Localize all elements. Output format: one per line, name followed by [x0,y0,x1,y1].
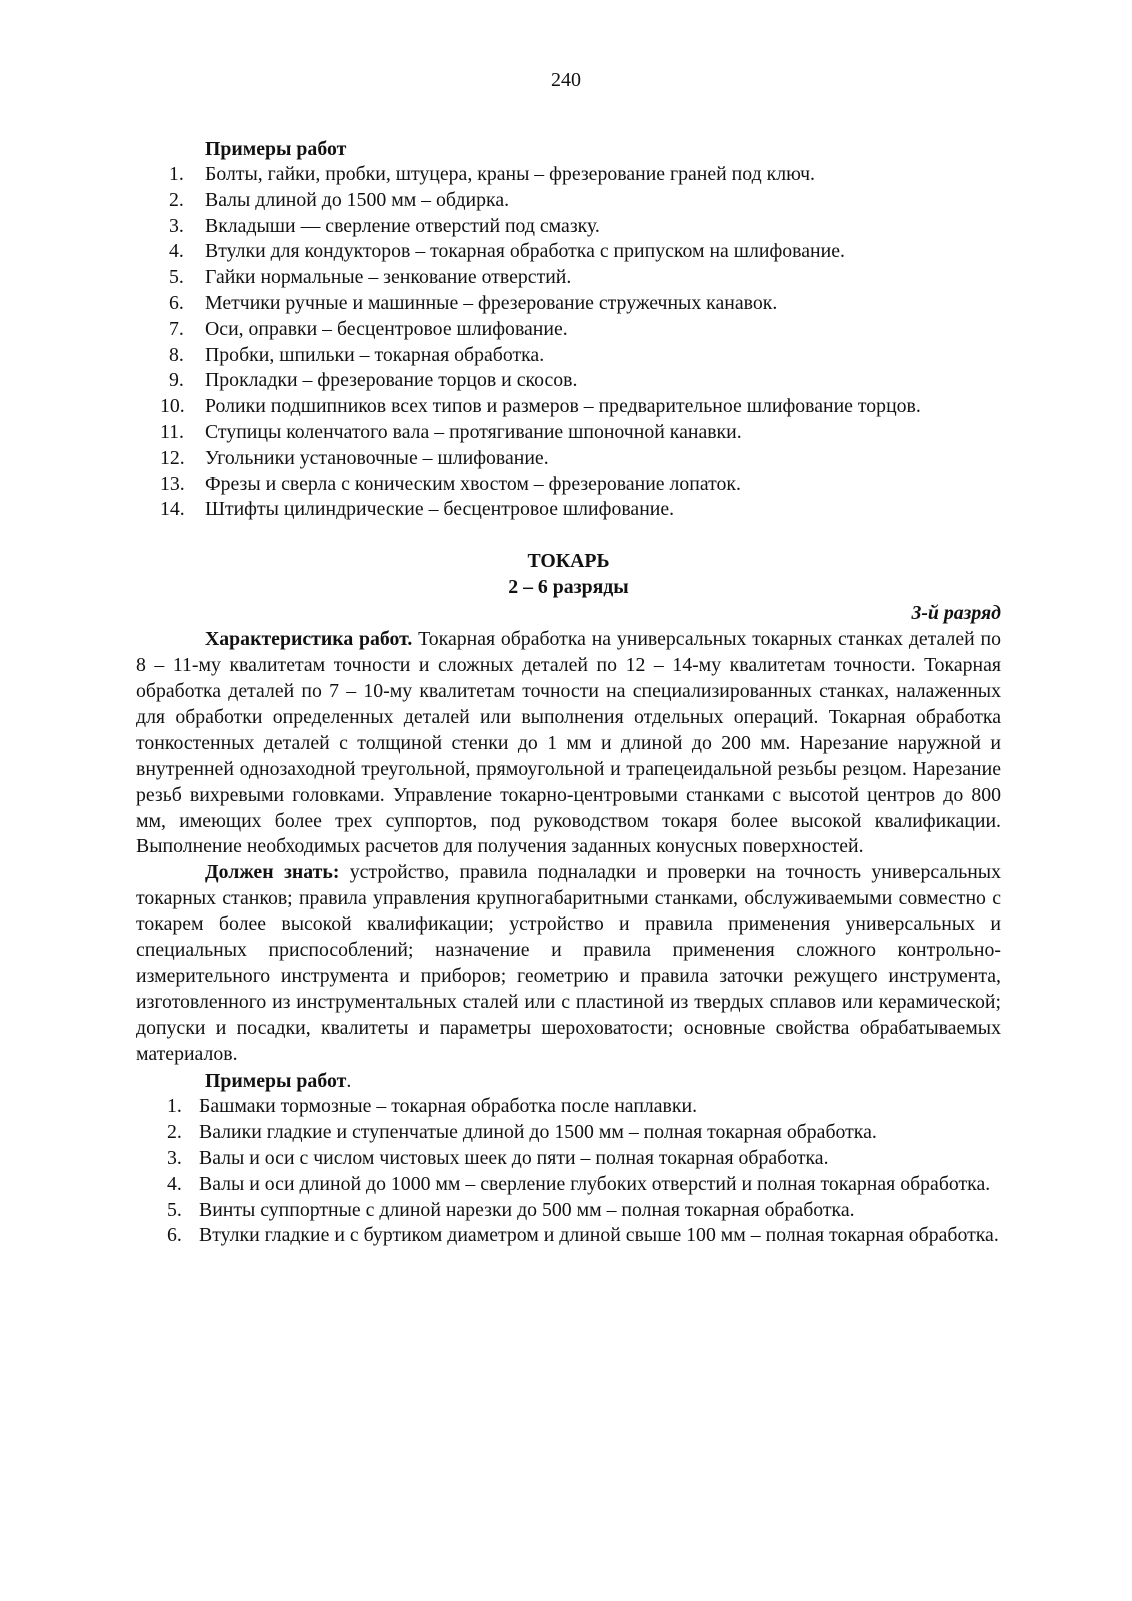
list-item [136,343,1001,369]
list-item [136,446,1001,472]
item-number: 6. [169,291,184,314]
item-number: 5. [167,1198,182,1221]
rank-label: 3-й разряд [911,602,1001,625]
item-text: Прокладки – фрезерование торцов и скосов. [205,369,578,392]
document-body [136,137,1001,1249]
item-number: 9. [169,369,184,392]
item-number: 5. [169,266,184,289]
item-number: 11. [160,420,184,443]
examples2-heading [136,1068,1001,1094]
must-know-paragraph [136,860,1001,1067]
list-item [136,1198,1001,1224]
list-item [136,1172,1001,1198]
item-number: 8. [169,343,184,366]
item-text: Ступицы коленчатого вала – протягивание шпоночной канавки. [205,420,742,443]
examples-heading: Примеры работ [205,138,347,160]
list-item [136,1146,1001,1172]
list-item [136,497,1001,523]
item-text: Штифты цилиндрические – бесцентровое шлифование. [205,498,675,521]
item-text: Болты, гайки, пробки, штуцера, краны – фрезерование граней под ключ. [205,163,816,185]
must-know-text: устройство, правила подналадки и проверки на точность универсальных токарных станков; правила управления крупногабаритными станками, обслуживаемыми совместно с токарем более высокой квалификации; устройство и правила применения универсальных и специальных приспособлений; назначение и правила применения сложного контрольно-измерительного инструмента и приборов; геометрию и правила заточки режущего инструмента, изготовленного из инструментальных сталей или с пластиной из твердых сплавов или керамической; допуски и посадки, квалитеты и параметры шероховатости; основные свойства обрабатываемых материалов. [136,861,1001,1065]
item-number: 13. [160,472,185,495]
item-number: 3. [167,1146,182,1169]
item-text: Втулки гладкие и с буртиком диаметром и длиной свыше 100 мм – полная токарная обработка. [199,1224,999,1247]
item-text: Валики гладкие и ступенчатые длиной до 1500 мм – полная токарная обработка. [199,1120,877,1143]
item-number: 4. [169,240,184,263]
characteristics-label: Характеристика работ. [205,628,413,651]
item-number: 1. [169,163,184,185]
item-text: Оси, оправки – бесцентровое шлифование. [205,317,568,340]
item-text: Угольники установочные – шлифование. [205,446,549,469]
item-text: Винты суппортные с длиной нарезки до 500 мм – полная токарная обработка. [199,1198,855,1221]
profession-ranks: 2 – 6 разряды [508,576,629,599]
list-item [136,1120,1001,1146]
list-item [136,317,1001,343]
profession-title: ТОКАРЬ [527,550,610,573]
item-text: Втулки для кондукторов – токарная обработка с припуском на шлифование. [205,240,845,263]
item-text: Вкладыши — сверление отверстий под смазку. [205,214,600,237]
item-text: Гайки нормальные – зенкование отверстий. [205,266,572,289]
list-item [136,214,1001,240]
item-text: Валы и оси длиной до 1000 мм – сверление глубоких отверстий и полная токарная обработка. [199,1172,991,1195]
item-text: Пробки, шпильки – токарная обработка. [205,343,545,366]
list-item [136,1223,1001,1249]
item-number: 14. [160,498,185,521]
list-item [136,265,1001,291]
list-item [136,420,1001,446]
item-text: Валы длиной до 1500 мм – обдирка. [205,188,510,211]
item-text: Фрезы и сверла с коническим хвостом – фрезерование лопаток. [205,472,741,495]
item-text: Башмаки тормозные – токарная обработка после наплавки. [199,1094,698,1117]
examples2-list [136,1094,1001,1250]
item-number: 1. [167,1094,182,1117]
characteristics-paragraph [136,627,1001,860]
item-number: 2. [169,188,184,211]
item-number: 4. [167,1172,182,1195]
item-number: 2. [167,1120,182,1143]
list-item [136,188,1001,214]
must-know-label: Должен знать: [205,861,340,884]
list-item [136,368,1001,394]
item-text: Валы и оси с числом чистовых шеек до пяти – полная токарная обработка. [199,1146,829,1169]
item-text: Метчики ручные и машинные – фрезерование стружечных канавок. [205,291,778,314]
examples2-heading-text: Примеры работ [205,1069,347,1092]
item-number: 3. [169,214,184,237]
list-item [136,472,1001,498]
list-item [136,239,1001,265]
list-item [136,394,1001,420]
item-number: 6. [167,1224,182,1247]
examples2-heading-dot: . [346,1069,352,1092]
list-item [136,162,1001,188]
item-number: 7. [169,317,184,340]
item-number: 10. [160,395,185,418]
item-number: 12. [160,446,185,469]
list-item [136,1094,1001,1120]
item-text: Ролики подшипников всех типов и размеров – предварительное шлифование торцов. [205,395,921,418]
characteristics-text: Токарная обработка на универсальных токарных станках деталей по 8 – 11-му квалитетам точности и сложных деталей по 12 – 14-му квалитетам точности. Токарная обработка деталей по 7 – 10-му квалитетам точности на специализированных станках, налаженных для обработки определенных деталей или выполнения отдельных операций. Токарная обработка тонкостенных деталей с толщиной стенки до 1 мм и длиной до 200 мм. Нарезание наружной и внутренней однозаходной треугольной, прямоугольной и трапецеидальной резьбы резцом. Нарезание резьб вихревыми головками. Управление токарно-центровыми станками с высотой центров до 800 мм, имеющих более трех суппортов, под руководством токаря более высокой квалификации. Выполнение необходимых расчетов для получения заданных конусных поверхностей. [136,628,1001,858]
examples-list [136,162,1001,523]
page-number: 240 [551,69,581,91]
list-item [136,291,1001,317]
